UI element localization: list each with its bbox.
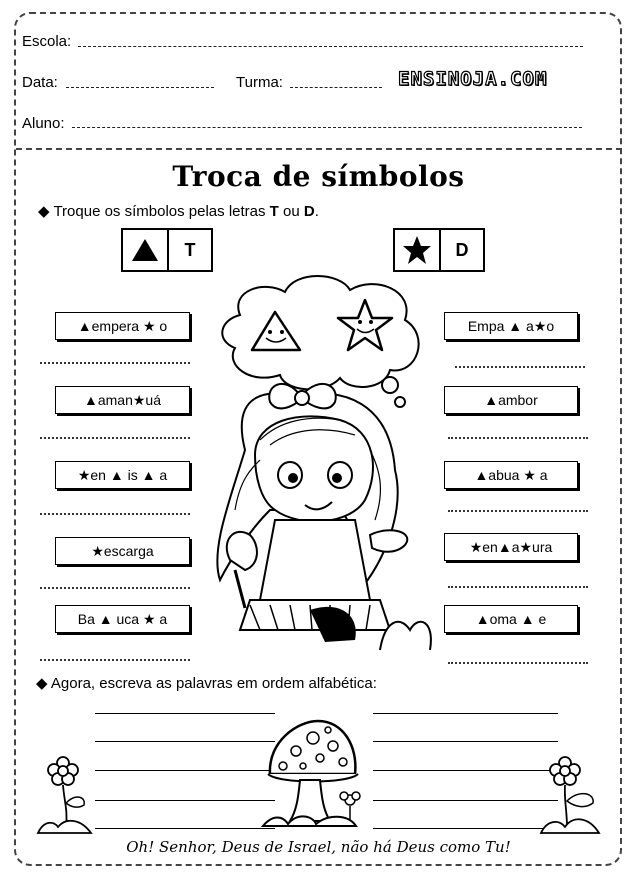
key-triangle-t: [121, 228, 213, 272]
instruction-2: [36, 674, 377, 692]
date-label: Data:: [22, 74, 58, 91]
word-box: ▲aman★uá: [55, 386, 190, 414]
answer-line[interactable]: [448, 662, 588, 664]
page-title: Troca de símbolos: [172, 160, 465, 193]
bullet-icon: ◆: [38, 203, 50, 220]
instruction-t: T: [269, 203, 279, 220]
brand-logo: ENSINOJA.COM: [398, 68, 548, 90]
instruction-2-text: Agora, escreva as palavras em ordem alfabética:: [50, 675, 377, 692]
word-box: ▲abua ★ a: [444, 461, 578, 489]
answer-line[interactable]: [40, 587, 190, 589]
writing-line[interactable]: [373, 770, 558, 771]
key-star-d: [393, 228, 485, 272]
answer-line[interactable]: [448, 437, 588, 439]
footer-verse: Oh! Senhor, Deus de Israel, não há Deus como Tu!: [126, 838, 511, 856]
word-box: Ba ▲ uca ★ a: [55, 605, 190, 633]
word-box: ★en ▲ is ▲ a: [55, 461, 190, 489]
star-icon: [395, 230, 439, 270]
answer-line[interactable]: [455, 366, 585, 368]
date-field[interactable]: [66, 87, 214, 88]
word-box: ▲empera ★ o: [55, 312, 190, 340]
instruction-suffix: .: [314, 203, 319, 220]
flower-illustration: [537, 755, 602, 835]
writing-line[interactable]: [95, 800, 275, 801]
answer-line[interactable]: [40, 362, 190, 364]
word-box: ▲oma ▲ e: [444, 605, 578, 633]
flower-illustration: [36, 755, 96, 835]
answer-line[interactable]: [40, 513, 190, 515]
writing-line[interactable]: [373, 713, 558, 714]
writing-line[interactable]: [95, 770, 275, 771]
instruction-d: D: [303, 203, 315, 220]
answer-line[interactable]: [40, 659, 190, 661]
student-field[interactable]: [72, 127, 582, 128]
girl-illustration: [190, 270, 440, 670]
answer-line[interactable]: [448, 586, 588, 588]
answer-line[interactable]: [40, 437, 190, 439]
instruction-prefix: Troque os símbolos pelas letras: [53, 203, 270, 220]
writing-line[interactable]: [95, 828, 275, 829]
writing-line[interactable]: [373, 800, 558, 801]
key-letter-t: T: [167, 230, 211, 270]
writing-line[interactable]: [373, 741, 558, 742]
header-divider: [16, 148, 622, 150]
student-label: Aluno:: [22, 115, 65, 132]
word-box: ★en▲a★ura: [444, 533, 578, 561]
school-label: Escola:: [22, 33, 72, 50]
word-box: Empa ▲ a★o: [444, 312, 578, 340]
key-letter-d: D: [439, 230, 483, 270]
school-field[interactable]: [78, 46, 583, 47]
triangle-icon: [123, 230, 167, 270]
word-box: ▲ambor: [444, 386, 578, 414]
writing-line[interactable]: [95, 741, 275, 742]
writing-line[interactable]: [95, 713, 275, 714]
writing-line[interactable]: [373, 828, 558, 829]
class-label: Turma:: [236, 74, 283, 91]
instruction-middle: ou: [278, 203, 304, 220]
bullet-icon: ◆: [36, 675, 48, 692]
answer-line[interactable]: [448, 510, 588, 512]
instruction: [38, 202, 319, 220]
mushroom-illustration: [258, 716, 373, 834]
word-box: ★escarga: [55, 537, 190, 565]
class-field[interactable]: [290, 87, 382, 88]
